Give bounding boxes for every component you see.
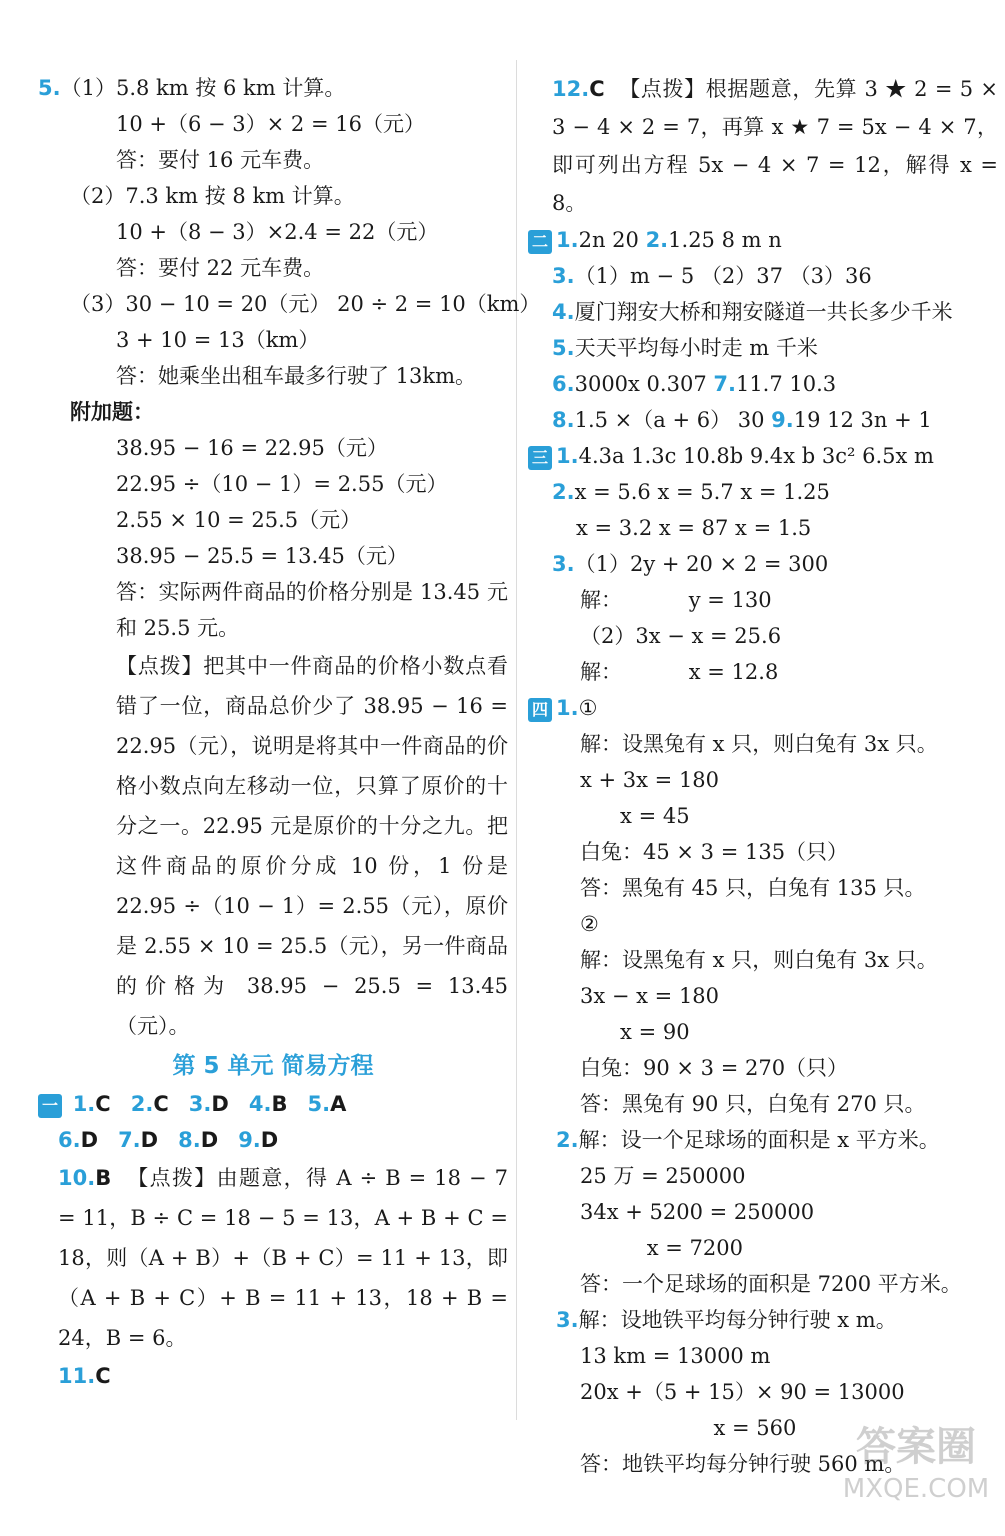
item-text: ① (578, 696, 598, 720)
item-answer: C (95, 1092, 111, 1116)
sec2-line-4 (528, 330, 998, 366)
item-text: 厦门翔安大桥和翔安隧道一共长多少千米 (574, 300, 953, 324)
item-text: 19 12 3n + 1 (793, 408, 932, 432)
item-answer: D (80, 1128, 99, 1152)
sec4-q3-line: 20x +（5 + 15）× 90 = 13000 (580, 1380, 905, 1404)
item-number: 3. (552, 264, 575, 288)
item-answer: D (211, 1092, 229, 1116)
q12-number: 12. (552, 77, 590, 101)
q5-number: 5. (38, 76, 61, 100)
item-text: 解：设地铁平均每分钟行驶 x m。 (578, 1308, 897, 1332)
sec2-line-3 (528, 294, 998, 330)
sec4-q1-line: x = 90 (580, 1020, 690, 1044)
sec4-q1-line: 答：黑兔有 90 只，白兔有 270 只。 (580, 1092, 926, 1116)
sec4-q1-line: 解：设黑兔有 x 只，则白兔有 3x 只。 (580, 732, 938, 756)
sec2-line-6 (528, 402, 998, 438)
item-number: 9. (238, 1128, 261, 1152)
item-number: 5. (307, 1092, 331, 1116)
sec3-q3-line-1 (528, 546, 998, 582)
item-number: 8. (552, 408, 575, 432)
sec3-q3-line-4: 解： x = 12.8 (580, 660, 779, 684)
sec4-q3-line: x = 560 (580, 1416, 797, 1440)
item-text: 1.25 8 m n (668, 228, 782, 252)
item-number: 6. (58, 1128, 81, 1152)
item-number: 1. (556, 696, 579, 720)
sec3-q1 (528, 438, 998, 474)
sec4-q1-line: 白兔：90 × 3 = 270（只） (580, 1056, 849, 1080)
item-number: 1. (72, 1092, 96, 1116)
sec4-q2-head (528, 1122, 998, 1158)
item-answer: A (330, 1092, 347, 1116)
sec4-q1-line: 解：设黑兔有 x 只，则白兔有 3x 只。 (580, 948, 938, 972)
q5-line-6: 答：要付 22 元车费。 (116, 256, 325, 280)
q5-line-4: （2）7.3 km 按 8 km 计算。 (70, 184, 355, 208)
sec2-line-1 (528, 222, 998, 258)
section-badge-4: 四 (528, 698, 552, 722)
bonus-answer: 答：实际两件商品的价格分别是 13.45 元和 25.5 元。 (116, 580, 508, 640)
item-number: 3. (556, 1308, 579, 1332)
sec4-q1-line: x = 45 (580, 804, 690, 828)
sec4-q1-line: ② (580, 912, 599, 936)
sec4-q3-line: 答：地铁平均每分钟行驶 560 m。 (580, 1452, 906, 1476)
watermark-url: MXQE.COM (842, 1474, 990, 1504)
bonus-line-1: 38.95 − 16 = 22.95（元） (116, 436, 388, 460)
item-answer: D (200, 1128, 219, 1152)
q11-number: 11. (58, 1364, 96, 1388)
item-number: 9. (771, 408, 794, 432)
sec4-q1-head (528, 690, 998, 726)
item-answer: D (140, 1128, 159, 1152)
q5-line-9: 答：她乘坐出租车最多行驶了 13km。 (116, 364, 477, 388)
q5-line-8: 3 + 10 = 13（km） (116, 328, 320, 352)
sec4-q3-head (528, 1302, 998, 1338)
item-text: 11.7 10.3 (735, 372, 837, 396)
item-text: （1）m − 5 （2）37 （3）36 (574, 264, 872, 288)
sec1-row2 (38, 1122, 508, 1158)
bonus-line-4: 38.95 − 25.5 = 13.45（元） (116, 544, 408, 568)
bonus-title: 附加题： (70, 400, 154, 424)
item-number: 2. (645, 228, 669, 252)
q10-number: 10. (58, 1166, 96, 1190)
right-column (528, 70, 998, 1482)
q11 (38, 1358, 508, 1394)
item-number: 3. (552, 552, 575, 576)
item-text: （1）2y + 20 × 2 = 300 (574, 552, 829, 576)
sec4-q1-line: x + 3x = 180 (580, 768, 720, 792)
item-text: 天天平均每小时走 m 千米 (574, 336, 818, 360)
item-text: 2n 20 (578, 228, 646, 252)
item-number: 4. (552, 300, 575, 324)
item-number: 1. (556, 444, 579, 468)
sec2-line-2 (528, 258, 998, 294)
q10-answer: B (95, 1166, 112, 1190)
item-text: 4.3a 1.3c 10.8b 9.4x b 3c² 6.5x m (578, 444, 934, 468)
q5-line-5: 10 +（8 − 3）×2.4 = 22（元） (116, 220, 439, 244)
sec3-q3-line-2: 解： y = 130 (580, 588, 772, 612)
sec1-row1 (38, 1086, 508, 1122)
q12-tip: 【点拨】根据题意，先算 3 ★ 2 = 5 × 3 − 4 × 2 = 7，再算 x ★ 7 = 5x − 4 × 7，即可列出方程 5x − 4 × 7 = 12，解得 x = 8。 (552, 77, 998, 215)
item-number: 2. (552, 480, 575, 504)
sec4-q1-line: 答：黑兔有 45 只，白兔有 135 只。 (580, 876, 926, 900)
sec4-q3-line: 13 km = 13000 m (580, 1344, 771, 1368)
q11-answer: C (95, 1364, 111, 1388)
q10-tip: 【点拨】由题意，得 A ÷ B = 18 − 7 = 11，B ÷ C = 18 − 5 = 13，A + B + C = 18，则（A + B）+（B + C）= 11 + 13，即（A + B + C）+ B = 11 + 13，18 + B = 24，B = 6。 (58, 1166, 508, 1350)
sec4-q2-line: 25 万 = 250000 (580, 1164, 746, 1188)
bonus-line-2: 22.95 ÷（10 − 1）= 2.55（元） (116, 472, 448, 496)
q10 (38, 1158, 508, 1358)
item-text: 解：设一个足球场的面积是 x 平方米。 (578, 1128, 940, 1152)
item-number: 7. (118, 1128, 141, 1152)
sec4-q1-line: 3x − x = 180 (580, 984, 720, 1008)
sec4-q2-line: 答：一个足球场的面积是 7200 平方米。 (580, 1272, 962, 1296)
item-answer: D (260, 1128, 279, 1152)
bonus-line-3: 2.55 × 10 = 25.5（元） (116, 508, 362, 532)
section-badge-2: 二 (528, 230, 552, 254)
q5-line-1: （1）5.8 km 按 6 km 计算。 (60, 76, 346, 100)
q5-line-3: 答：要付 16 元车费。 (116, 148, 325, 172)
q12-answer: C (589, 77, 605, 101)
bonus-tip: 【点拨】把其中一件商品的价格小数点看错了一位，商品总价少了 38.95 − 16 = 22.95（元），说明是将其中一件商品的价格小数点向左移动一位，只算了原价的十分之一。22.95 元是原价的十分之九。把这件商品的原价分成 10 份，1 份是 22.95 ÷（10 − 1）= 2.55（元），原价是 2.55 × 10 = 25.5（元），另一件商品的价格为 38.95 − 25.5 = 13.45（元）。 (116, 654, 508, 1038)
item-number: 8. (178, 1128, 201, 1152)
item-number: 6. (552, 372, 575, 396)
item-text: x = 5.6 x = 5.7 x = 1.25 (574, 480, 830, 504)
q12 (528, 70, 998, 222)
watermark-logo-text: 答案圈 (856, 1424, 976, 1470)
item-number: 4. (248, 1092, 272, 1116)
item-text: 3000x 0.307 (574, 372, 714, 396)
item-text: 1.5 ×（a + 6） 30 (574, 408, 772, 432)
q5-part1 (38, 70, 508, 106)
unit-title: 第 5 单元 简易方程 (172, 1053, 374, 1079)
sec4-q1-line: 白兔：45 × 3 = 135（只） (580, 840, 849, 864)
site-watermark (841, 1422, 991, 1522)
sec3-q2-line-2: x = 3.2 x = 87 x = 1.5 (576, 516, 812, 540)
section-badge-1: 一 (38, 1094, 62, 1118)
item-number: 1. (556, 228, 579, 252)
item-answer: B (271, 1092, 288, 1116)
item-answer: C (153, 1092, 169, 1116)
item-number: 3. (188, 1092, 212, 1116)
left-column (38, 70, 541, 1394)
item-number: 7. (713, 372, 736, 396)
sec2-line-5 (528, 366, 998, 402)
sec3-q3-line-3: （2）3x − x = 25.6 (580, 624, 782, 648)
item-number: 5. (552, 336, 575, 360)
sec4-q2-line: 34x + 5200 = 250000 (580, 1200, 815, 1224)
q5-line-7: （3）30 − 10 = 20（元） 20 ÷ 2 = 10（km） (70, 292, 541, 316)
section-badge-3: 三 (528, 446, 552, 470)
item-number: 2. (556, 1128, 579, 1152)
sec3-q2-line-1 (528, 474, 998, 510)
sec4-q2-line: x = 7200 (580, 1236, 743, 1260)
item-number: 2. (130, 1092, 154, 1116)
q5-line-2: 10 +（6 − 3）× 2 = 16（元） (116, 112, 425, 136)
column-divider (516, 60, 517, 1420)
